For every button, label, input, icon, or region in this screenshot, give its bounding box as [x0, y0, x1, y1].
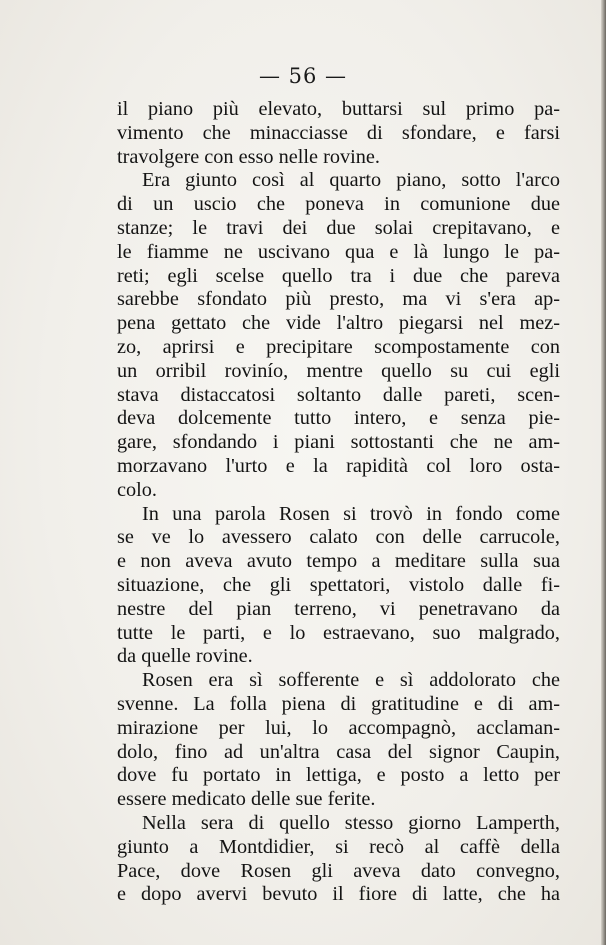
text-line: il piano più elevato, buttarsi sul primo pa- [117, 98, 560, 120]
text-line: deva dolcemente tutto intero, e senza pie- [117, 407, 560, 430]
text-line: situazione, che gli spettatori, vistolo dalle fi- [117, 573, 560, 596]
text-line: giunto a Montdidier, si recò al caffè della [117, 835, 560, 858]
text-line: sarebbe sfondato più presto, ma vi s'era ap- [117, 288, 560, 311]
text-line: tutte le parti, e lo estraevano, suo malgrado, [117, 621, 560, 644]
text-line: morzavano l'urto e la rapidità col loro osta- [117, 454, 560, 477]
text-line: le fiamme ne uscivano qua e là lungo le pa- [117, 240, 560, 263]
text-line: Nella sera di quello stesso giorno Lamperth, [142, 811, 560, 834]
text-line: stanze; le travi dei due solai crepitavano, e [117, 216, 560, 239]
text-line: pena gettato che vide l'altro piegarsi nel mez- [117, 312, 560, 335]
text-line: vimento che minacciasse di sfondare, e farsi [117, 121, 560, 144]
text-line: essere medicato delle sue ferite. [117, 788, 376, 811]
text-line: di un uscio che poneva in comunione due [117, 193, 560, 216]
text-line: svenne. La folla piena di gratitudine e di am- [117, 692, 560, 715]
text-line: un orribil rovinío, mentre quello su cui egli [117, 359, 560, 382]
text-line: dove fu portato in lettiga, e posto a letto per [117, 764, 560, 787]
page-number: — 56 — [258, 64, 348, 88]
page-edge-shadow [601, 0, 606, 945]
text-line: e non aveva avuto tempo a meditare sulla sua [117, 550, 560, 573]
text-line: dolo, fino ad un'altra casa del signor Caupin, [117, 740, 560, 763]
body-text [117, 98, 560, 907]
text-line: stava distaccatosi soltanto dalle pareti, scen- [117, 383, 560, 406]
text-line: gare, sfondando i piani sottostanti che ne am- [117, 431, 560, 454]
text-line: zo, aprirsi e precipitare scompostamente con [117, 335, 560, 358]
text-line: Rosen era sì sofferente e sì addolorato che [142, 669, 560, 692]
text-line: Era giunto così al quarto piano, sotto l'arco [142, 169, 560, 192]
text-line: colo. [117, 478, 157, 501]
text-line: mirazione per lui, lo accompagnò, acclaman- [117, 716, 560, 739]
text-line: nestre del pian terreno, vi penetravano da [117, 597, 560, 620]
text-line: da quelle rovine. [117, 645, 253, 668]
text-line: e dopo avervi bevuto il fiore di latte, che ha [117, 883, 560, 906]
text-line: In una parola Rosen si trovò in fondo come [142, 502, 560, 525]
text-line: reti; egli scelse quello tra i due che pareva [117, 264, 560, 287]
text-line: travolgere con esso nelle rovine. [117, 145, 380, 168]
text-line: se ve lo avessero calato con delle carrucole, [117, 526, 560, 549]
text-line: Pace, dove Rosen gli aveva dato convegno, [117, 859, 560, 882]
